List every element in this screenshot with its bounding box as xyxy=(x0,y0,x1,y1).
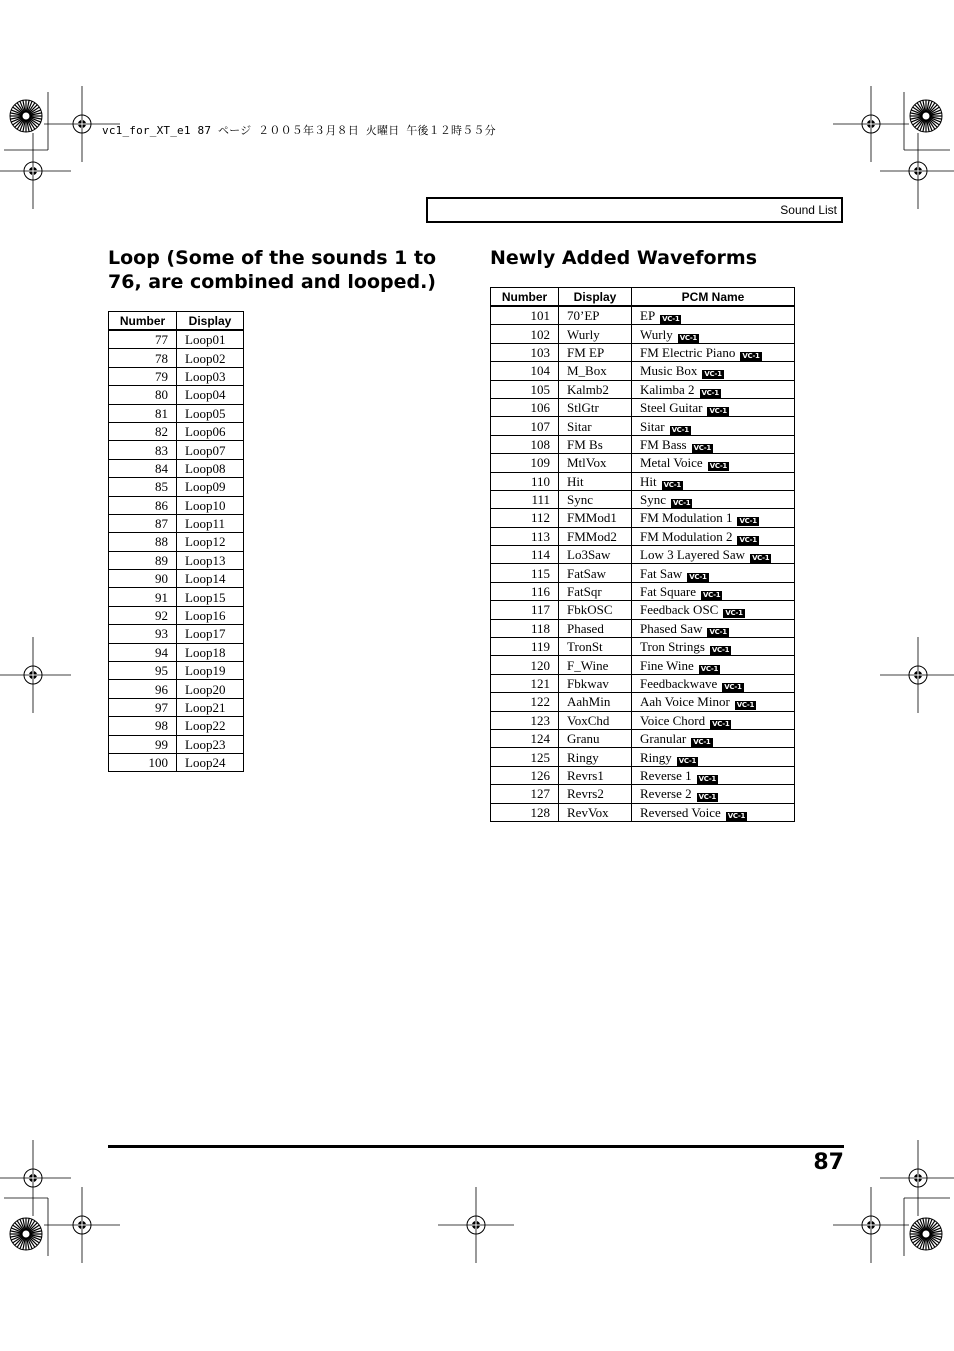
vc1-badge: VC-1 xyxy=(673,499,691,508)
loop-display-cell: Loop05 xyxy=(177,404,244,422)
vc1-badge: VC-1 xyxy=(663,480,681,489)
waveform-display-cell: FM EP xyxy=(559,343,632,361)
loop-number-cell: 98 xyxy=(109,717,177,735)
loop-display-cell: Loop07 xyxy=(177,441,244,459)
new-col-number: Number xyxy=(491,288,559,307)
waveform-display-cell: FatSqr xyxy=(559,582,632,600)
pcm-name: FM Modulation 2 xyxy=(640,528,733,544)
pcm-name: Tron Strings xyxy=(640,639,705,655)
pcm-name: Feedbackwave xyxy=(640,676,718,691)
waveform-display-cell: Revrs1 xyxy=(559,766,632,784)
waveform-display-cell: Wurly xyxy=(559,325,632,343)
loop-display-cell: Loop23 xyxy=(177,735,244,753)
pcm-name: Metal Voice xyxy=(640,455,703,471)
vc1-badge: VC-1 xyxy=(662,315,680,324)
waveform-number-cell: 104 xyxy=(491,362,559,380)
loop-number-cell: 79 xyxy=(109,367,177,385)
pcm-name: Granular xyxy=(640,731,687,747)
vc1-badge: VC-1 xyxy=(701,388,719,397)
loop-number-cell: 87 xyxy=(109,514,177,532)
vc1-badge: VC-1 xyxy=(679,333,697,342)
loop-number-cell: 92 xyxy=(109,606,177,624)
waveform-display-cell: Lo3Saw xyxy=(559,546,632,564)
loop-display-cell: Loop21 xyxy=(177,698,244,716)
waveform-display-cell: StlGtr xyxy=(559,398,632,416)
pcm-name: Steel Guitar xyxy=(640,400,703,416)
loop-display-cell: Loop17 xyxy=(177,625,244,643)
loop-display-cell: Loop06 xyxy=(177,422,244,440)
loop-display-cell: Loop16 xyxy=(177,606,244,624)
waveform-display-cell: Sitar xyxy=(559,417,632,435)
waveform-number-cell: 123 xyxy=(491,711,559,729)
loop-number-cell: 81 xyxy=(109,404,177,422)
vc1-badge: VC-1 xyxy=(689,572,707,581)
loop-number-cell: 94 xyxy=(109,643,177,661)
loop-display-cell: Loop24 xyxy=(177,753,244,771)
waveform-number-cell: 111 xyxy=(491,490,559,508)
loop-number-cell: 99 xyxy=(109,735,177,753)
pcm-name: Reversed Voice xyxy=(640,804,721,820)
pcm-name: Ringy xyxy=(640,749,672,765)
waveform-number-cell: 107 xyxy=(491,417,559,435)
vc1-badge: VC-1 xyxy=(698,774,716,783)
loop-display-cell: Loop11 xyxy=(177,514,244,532)
waveform-number-cell: 118 xyxy=(491,619,559,637)
pcm-name: FM Bass xyxy=(640,436,687,452)
waveform-display-cell: Granu xyxy=(559,729,632,747)
waveform-number-cell: 115 xyxy=(491,564,559,582)
pcm-name: EP xyxy=(640,308,656,324)
waveform-number-cell: 121 xyxy=(491,674,559,692)
vc1-badge: VC-1 xyxy=(671,425,689,434)
vc1-badge: VC-1 xyxy=(693,738,711,747)
vc1-badge: VC-1 xyxy=(709,462,727,471)
waveform-number-cell: 113 xyxy=(491,527,559,545)
pcm-name: Sitar xyxy=(640,418,665,434)
loop-col-display: Display xyxy=(177,312,244,331)
loop-number-cell: 91 xyxy=(109,588,177,606)
print-header: vc1_for_XT_e1 87 ページ ２００５年３月８日 火曜日 午後１２時５５分 xyxy=(102,124,496,137)
loop-display-cell: Loop03 xyxy=(177,367,244,385)
pcm-name: FM Modulation 1 xyxy=(640,510,733,526)
waveform-number-cell: 101 xyxy=(491,306,559,325)
vc1-badge: VC-1 xyxy=(693,443,711,452)
loop-display-cell: Loop15 xyxy=(177,588,244,606)
vc1-badge: VC-1 xyxy=(742,351,760,360)
waveform-display-cell: Hit xyxy=(559,472,632,490)
loop-display-cell: Loop22 xyxy=(177,717,244,735)
section-label: Sound List xyxy=(780,203,837,217)
waveform-display-cell: M_Box xyxy=(559,362,632,380)
loop-display-cell: Loop18 xyxy=(177,643,244,661)
loop-section-title: Loop (Some of the sounds 1 to 76, are combined and looped.) xyxy=(108,247,437,293)
loop-number-cell: 90 xyxy=(109,570,177,588)
pcm-name: Aah Voice Minor xyxy=(640,694,730,710)
loop-display-cell: Loop02 xyxy=(177,349,244,367)
loop-display-cell: Loop19 xyxy=(177,662,244,680)
pcm-name: Music Box xyxy=(640,363,698,379)
loop-display-cell: Loop04 xyxy=(177,386,244,404)
loop-number-cell: 77 xyxy=(109,330,177,349)
waveform-display-cell: FatSaw xyxy=(559,564,632,582)
waveform-display-cell: AahMin xyxy=(559,693,632,711)
vc1-badge: VC-1 xyxy=(712,719,730,728)
vc1-badge: VC-1 xyxy=(739,535,757,544)
new-col-pcm-name: PCM Name xyxy=(632,288,795,307)
waveform-display-cell: Kalmb2 xyxy=(559,380,632,398)
loop-display-cell: Loop13 xyxy=(177,551,244,569)
waveform-display-cell: F_Wine xyxy=(559,656,632,674)
pcm-name: Wurly xyxy=(640,326,673,342)
loop-display-cell: Loop01 xyxy=(177,330,244,349)
loop-number-cell: 85 xyxy=(109,478,177,496)
waveform-number-cell: 105 xyxy=(491,380,559,398)
loop-display-cell: Loop10 xyxy=(177,496,244,514)
vc1-badge: VC-1 xyxy=(739,517,757,526)
waveform-display-cell: FMMod2 xyxy=(559,527,632,545)
waveform-display-cell: Ringy xyxy=(559,748,632,766)
pcm-name: Sync xyxy=(640,492,666,508)
pcm-name: Kalimba 2 xyxy=(640,381,695,397)
pcm-name: Voice Chord xyxy=(640,712,706,728)
waveform-number-cell: 102 xyxy=(491,325,559,343)
pcm-name: Feedback OSC xyxy=(640,602,719,618)
vc1-badge: VC-1 xyxy=(678,756,697,765)
waveform-display-cell: 70’EP xyxy=(559,306,632,325)
vc1-badge: VC-1 xyxy=(698,793,716,802)
pcm-name: Reverse 1 xyxy=(640,767,692,783)
waveform-number-cell: 128 xyxy=(491,803,559,821)
vc1-badge: VC-1 xyxy=(704,370,722,379)
waveform-display-cell: RevVox xyxy=(559,803,632,821)
waveform-number-cell: 116 xyxy=(491,582,559,600)
waveform-number-cell: 120 xyxy=(491,656,559,674)
loop-number-cell: 93 xyxy=(109,625,177,643)
page-number: 87 xyxy=(813,1150,844,1175)
vc1-badge: VC-1 xyxy=(709,627,727,636)
loop-display-cell: Loop12 xyxy=(177,533,244,551)
waveform-number-cell: 124 xyxy=(491,729,559,747)
waveform-display-cell: TronSt xyxy=(559,638,632,656)
loop-number-cell: 80 xyxy=(109,386,177,404)
loop-number-cell: 100 xyxy=(109,753,177,771)
loop-number-cell: 83 xyxy=(109,441,177,459)
waveform-display-cell: Fbkwav xyxy=(559,674,632,692)
waveform-number-cell: 112 xyxy=(491,509,559,527)
new-col-display: Display xyxy=(559,288,632,307)
waveform-display-cell: FM Bs xyxy=(559,435,632,453)
vc1-badge: VC-1 xyxy=(700,664,719,673)
loop-number-cell: 97 xyxy=(109,698,177,716)
waveform-display-cell: VoxChd xyxy=(559,711,632,729)
pcm-name: Hit xyxy=(640,473,657,489)
waveform-number-cell: 127 xyxy=(491,785,559,803)
loop-number-cell: 89 xyxy=(109,551,177,569)
loop-number-cell: 86 xyxy=(109,496,177,514)
loop-col-number: Number xyxy=(109,312,177,331)
waveform-display-cell: FbkOSC xyxy=(559,601,632,619)
waveform-number-cell: 119 xyxy=(491,638,559,656)
waveform-number-cell: 114 xyxy=(491,546,559,564)
vc1-badge: VC-1 xyxy=(724,683,742,691)
waveform-number-cell: 106 xyxy=(491,398,559,416)
vc1-badge: VC-1 xyxy=(709,407,727,416)
loop-display-cell: Loop08 xyxy=(177,459,244,477)
waveform-number-cell: 122 xyxy=(491,693,559,711)
pcm-name: Fat Square xyxy=(640,584,696,600)
pcm-name: Low 3 Layered Saw xyxy=(640,547,746,563)
waveform-display-cell: MtlVox xyxy=(559,454,632,472)
waveform-number-cell: 108 xyxy=(491,435,559,453)
waveform-display-cell: Revrs2 xyxy=(559,785,632,803)
pcm-name: Fat Saw xyxy=(640,565,683,581)
waveform-display-cell: Phased xyxy=(559,619,632,637)
waveform-number-cell: 117 xyxy=(491,601,559,619)
loop-number-cell: 88 xyxy=(109,533,177,551)
waveform-number-cell: 103 xyxy=(491,343,559,361)
vc1-badge: VC-1 xyxy=(727,811,746,820)
vc1-badge: VC-1 xyxy=(702,591,721,600)
waveform-number-cell: 126 xyxy=(491,766,559,784)
waveform-display-cell: FMMod1 xyxy=(559,509,632,527)
loop-number-cell: 96 xyxy=(109,680,177,698)
loop-number-cell: 84 xyxy=(109,459,177,477)
waveform-number-cell: 125 xyxy=(491,748,559,766)
pcm-name: Reverse 2 xyxy=(640,786,692,802)
waveform-number-cell: 110 xyxy=(491,472,559,490)
pcm-name: Phased Saw xyxy=(640,620,703,636)
loop-display-cell: Loop14 xyxy=(177,570,244,588)
vc1-badge: VC-1 xyxy=(711,646,730,655)
loop-display-cell: Loop20 xyxy=(177,680,244,698)
waveform-number-cell: 109 xyxy=(491,454,559,472)
loop-display-cell: Loop09 xyxy=(177,478,244,496)
pcm-name: FM Electric Piano xyxy=(640,344,736,360)
loop-number-cell: 95 xyxy=(109,662,177,680)
newly-added-section-title: Newly Added Waveforms xyxy=(490,247,758,269)
vc1-badge: VC-1 xyxy=(725,609,743,618)
loop-number-cell: 78 xyxy=(109,349,177,367)
loop-number-cell: 82 xyxy=(109,422,177,440)
waveform-display-cell: Sync xyxy=(559,490,632,508)
vc1-badge: VC-1 xyxy=(752,554,770,563)
pcm-name: Fine Wine xyxy=(640,657,694,673)
vc1-badge: VC-1 xyxy=(736,701,755,710)
